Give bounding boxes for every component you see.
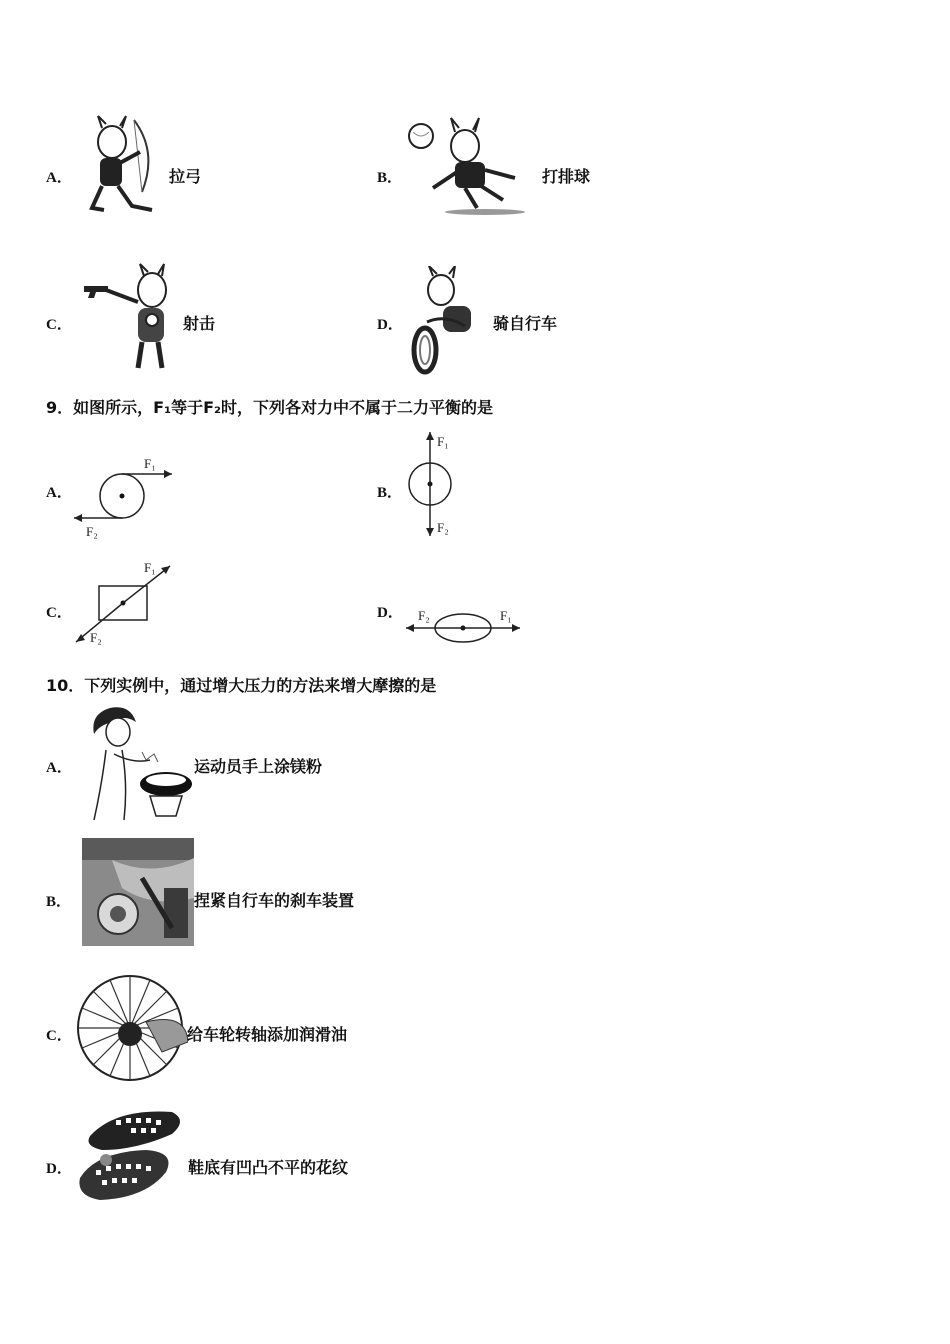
force-diagram-b — [404, 428, 460, 540]
center-dot — [120, 494, 125, 499]
force-diagram-d — [404, 602, 526, 648]
archer-goat-icon — [82, 112, 164, 216]
option-letter: A． — [46, 485, 72, 501]
option-letter: A． — [46, 170, 72, 186]
bicycle-brake-icon — [82, 838, 194, 946]
f2-label: F₂ — [90, 630, 102, 645]
question-text: 下列实例中，通过增大压力的方法来增大摩擦的是 — [84, 676, 437, 695]
option-letter: B． — [377, 485, 403, 501]
option-caption: 给车轮转轴添加润滑油 — [187, 1025, 348, 1044]
option-caption: 骑自行车 — [493, 314, 558, 333]
f1-label: F₁ — [144, 456, 156, 471]
f2-label: F₂ — [86, 524, 98, 539]
option-letter: B． — [377, 170, 403, 186]
volleyball-goat-icon — [405, 108, 533, 216]
option-letter: A． — [46, 760, 72, 776]
q10-stem — [46, 673, 436, 696]
option-letter: C． — [46, 317, 72, 333]
force-diagram-c — [72, 558, 176, 648]
gymnast-chalk-icon — [84, 704, 196, 822]
option-letter: D． — [377, 317, 403, 333]
option-letter: D． — [46, 1161, 72, 1177]
cyclist-goat-icon — [405, 266, 485, 378]
option-letter: C． — [46, 605, 72, 621]
option-letter: B． — [46, 894, 72, 910]
question-text: 如图所示，F₁等于F₂时，下列各对力中不属于二力平衡的是 — [73, 398, 494, 417]
force-diagram-a — [72, 452, 180, 542]
option-caption: 鞋底有凹凸不平的花纹 — [188, 1158, 349, 1177]
question-number: 9． — [46, 398, 74, 417]
f2-label: F₂ — [418, 608, 430, 623]
option-caption: 捏紧自行车的刹车装置 — [194, 891, 355, 910]
option-caption: 射击 — [183, 314, 216, 333]
option-letter: C． — [46, 1028, 72, 1044]
f1-label: F₁ — [500, 608, 512, 623]
shoe-sole-icon — [76, 1106, 188, 1204]
f2-label: F₂ — [437, 520, 449, 535]
option-caption: 打排球 — [542, 167, 591, 186]
option-letter: D． — [377, 605, 403, 621]
question-number: 10． — [46, 676, 85, 695]
q9-stem — [46, 395, 493, 418]
wheel-axle-icon — [76, 972, 188, 1084]
option-caption: 运动员手上涂镁粉 — [194, 757, 323, 776]
f1-label: F₁ — [437, 434, 449, 449]
f1-label: F₁ — [144, 560, 156, 575]
option-caption: 拉弓 — [169, 167, 202, 186]
shooter-goat-icon — [80, 262, 172, 372]
